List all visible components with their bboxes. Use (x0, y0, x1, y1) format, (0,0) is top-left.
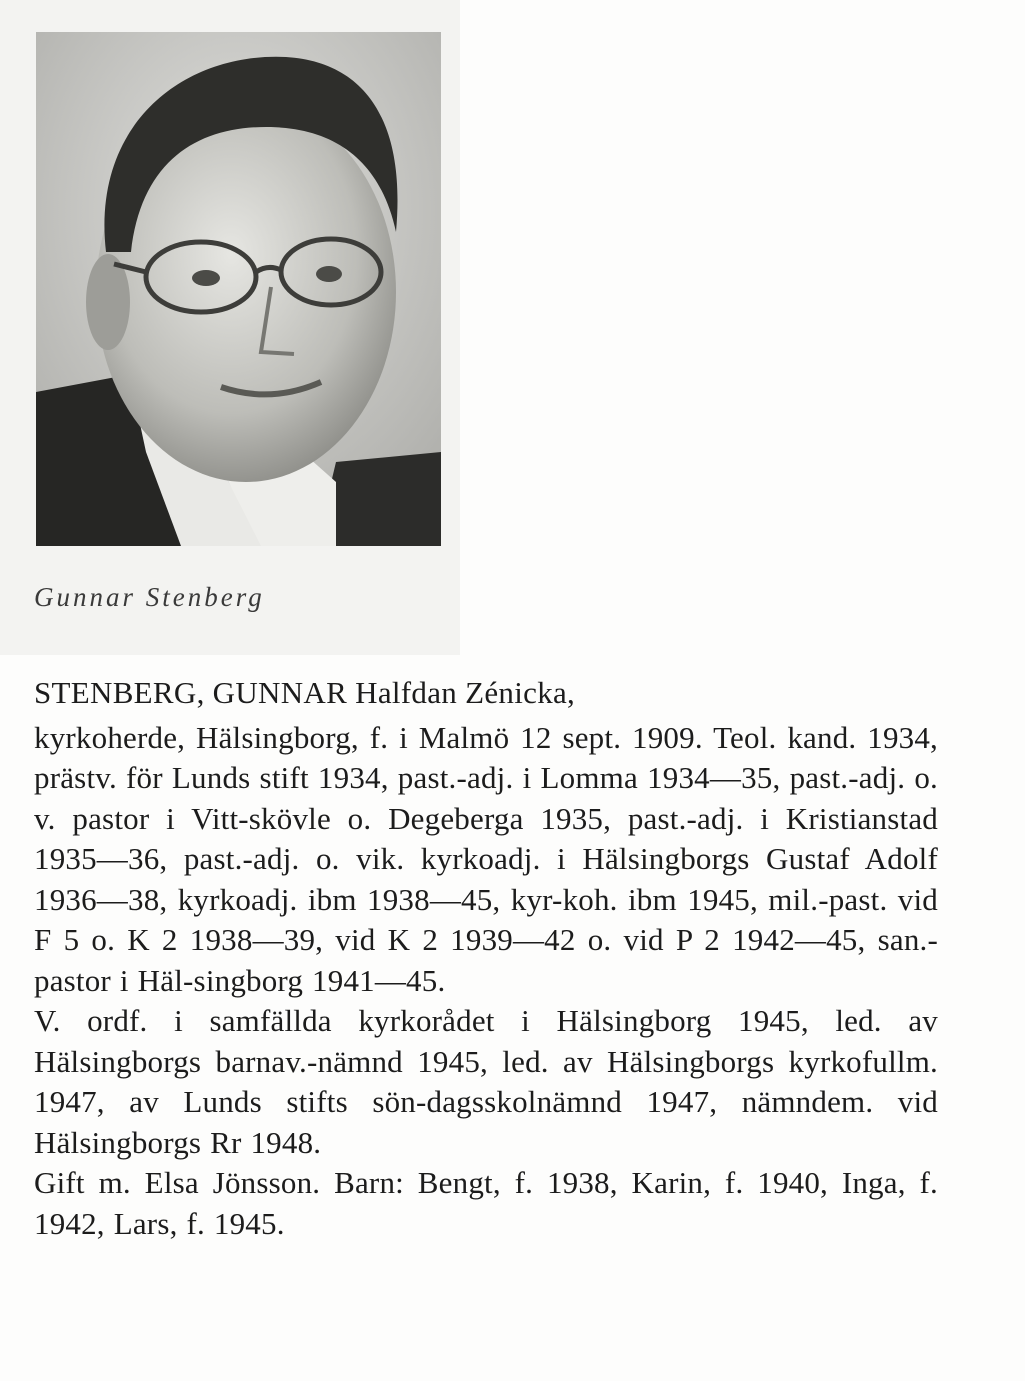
entry-family-paragraph: Gift m. Elsa Jönsson. Barn: Bengt, f. 1938, Karin, f. 1940, Inga, f. 1942, Lars, f. 1945. (34, 1165, 938, 1241)
entry-heading: STENBERG, GUNNAR Halfdan Zénicka, (34, 675, 576, 710)
portrait-photo (36, 32, 441, 546)
photo-area (0, 0, 460, 655)
entry-offices-paragraph: V. ordf. i samfällda kyrkorådet i Hälsingborg 1945, led. av Hälsingborgs barnav.-nämnd 1945, led. av Hälsingborgs kyrkofullm. 1947, av Lunds stifts sön-dagsskolnämnd 1947, nämndem. vid Hälsingborgs Rr 1948. (34, 1003, 938, 1160)
biography-entry (34, 673, 938, 1244)
entry-career-paragraph: kyrkoherde, Hälsingborg, f. i Malmö 12 sept. 1909. Teol. kand. 1934, prästv. för Lunds stift 1934, past.-adj. i Lomma 1934—35, past.-adj. o. v. pastor i Vitt-skövle o. Degeberga 1935, past.-adj. i Kristianstad 1935—36, past.-adj. o. vik. kyrkoadj. i Hälsingborgs Gustaf Adolf 1936—38, kyrkoadj. ibm 1938—45, kyr-koh. ibm 1945, mil.-past. vid F 5 o. K 2 1938—39, vid K 2 1939—42 o. vid P 2 1942—45, san.-pastor i Häl-singborg 1941—45. (34, 719, 938, 998)
portrait-image (36, 32, 441, 546)
portrait-signature: Gunnar Stenberg (34, 582, 265, 612)
